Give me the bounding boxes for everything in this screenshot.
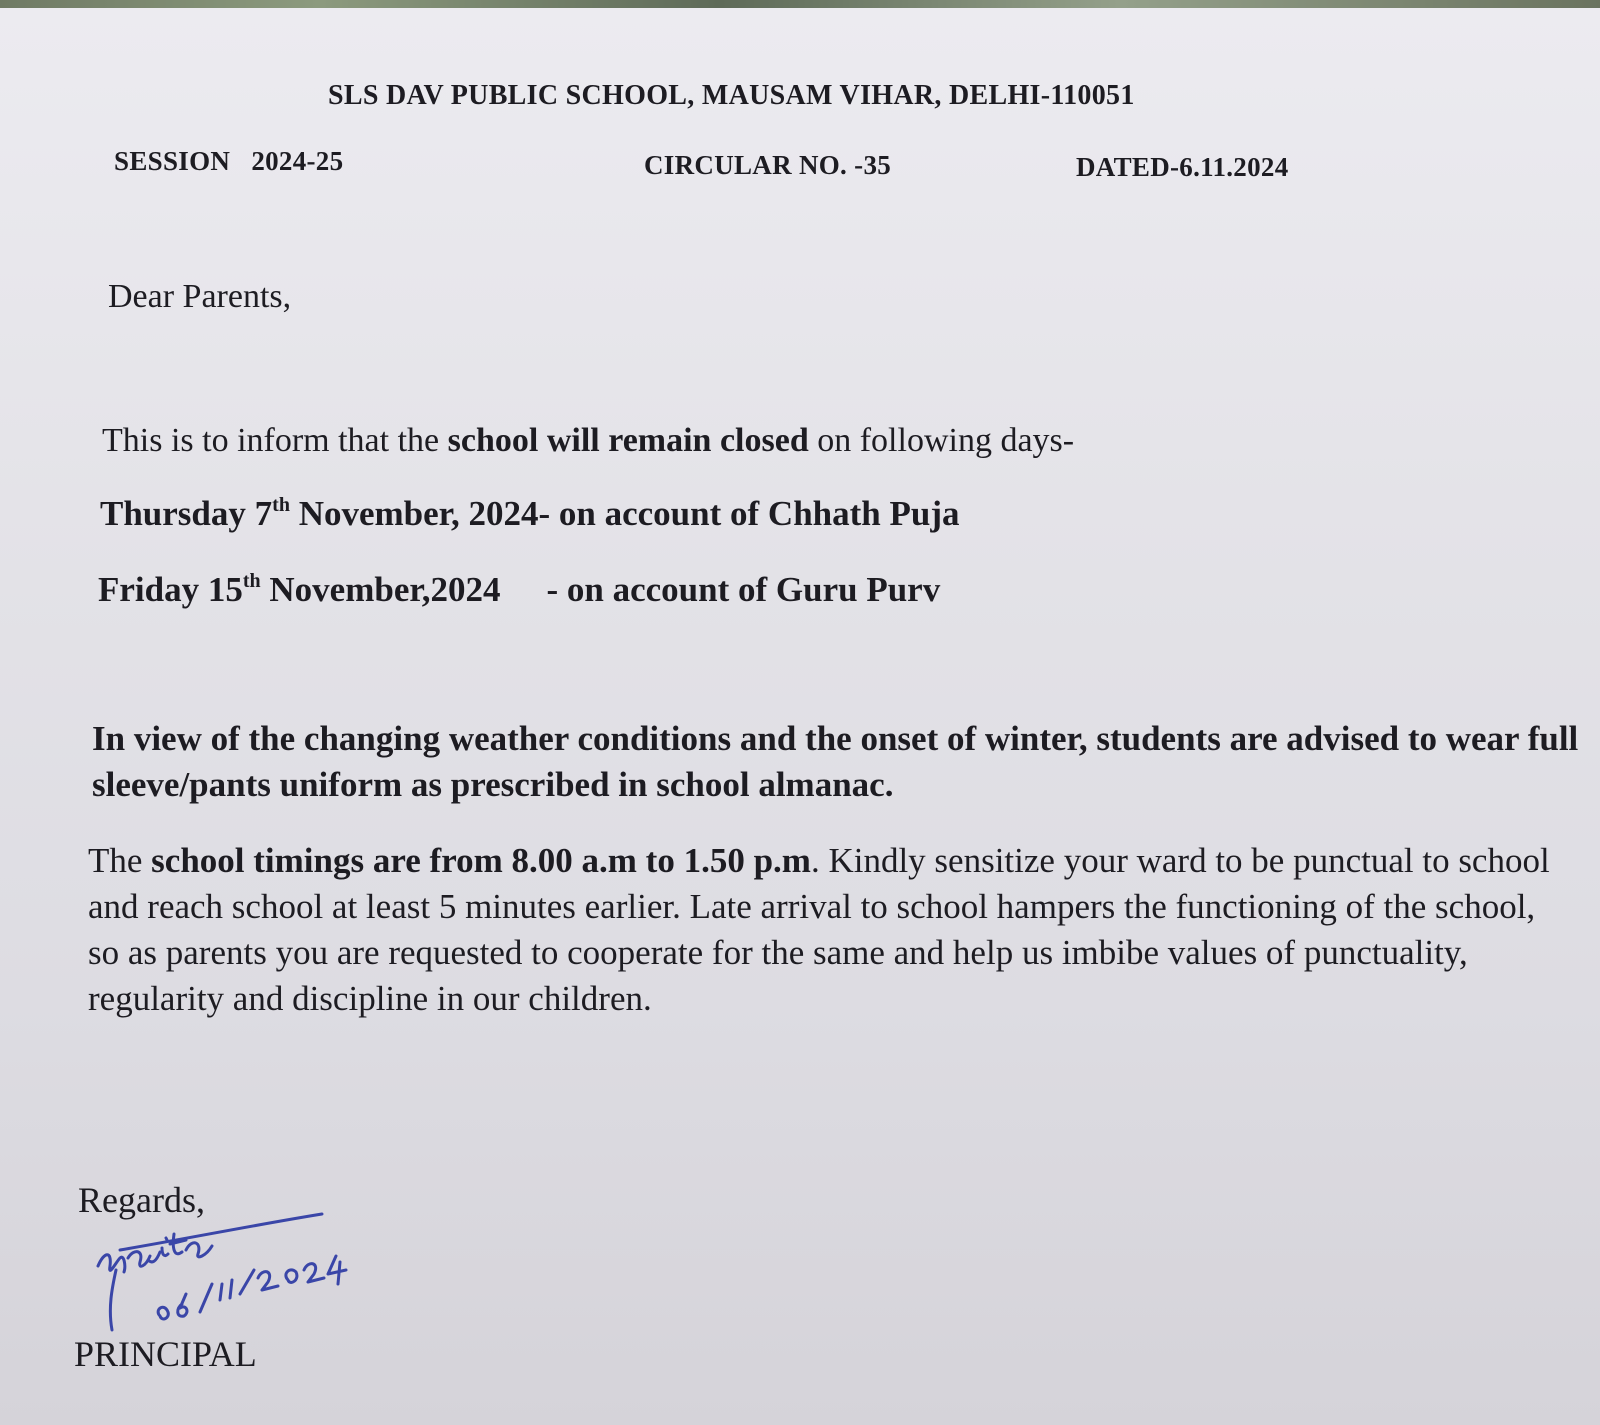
holiday-day: Thursday 7: [100, 494, 273, 533]
closure-intro: [102, 420, 1074, 463]
regards: Regards,: [78, 1180, 205, 1220]
timing-text-start: The: [88, 841, 152, 880]
circular-document: [0, 8, 1600, 1425]
holiday-day: Friday 15: [98, 570, 243, 609]
holiday-item: [98, 568, 940, 612]
timing-notice: [88, 838, 1558, 1022]
designation: PRINCIPAL: [74, 1334, 257, 1374]
timing-text-bold: school timings are from 8.00 a.m to 1.50 p.m: [151, 841, 811, 880]
session-label: SESSION 2024-25: [114, 146, 344, 176]
holiday-item: [100, 492, 960, 536]
intro-text-end: on following days-: [808, 422, 1075, 459]
holiday-ordinal: th: [272, 494, 290, 516]
holiday-detail: November, 2024- on account of Chhath Puja: [289, 494, 960, 533]
salutation: Dear Parents,: [108, 278, 292, 315]
holiday-date: November,2024: [260, 570, 501, 609]
school-name: SLS DAV PUBLIC SCHOOL, MAUSAM VIHAR, DELHI-110051: [328, 80, 1135, 111]
intro-text-start: This is to inform that the: [102, 422, 448, 459]
intro-text-bold: school will remain closed: [447, 422, 809, 459]
circular-number: CIRCULAR NO. -35: [644, 150, 892, 180]
timing-text-end: . Kindly sensitize your ward to be punctual to school and reach school at least 5 minutes earlier. Late arrival to school hampers the functioning of the school, so as parents you are requested to cooperate for the same and help us imbibe values of punctuality, regularity and discipline in our children.: [88, 841, 1550, 1018]
holiday-reason: - on account of Guru Purv: [546, 570, 941, 609]
weather-notice: In view of the changing weather conditions and the onset of winter, students are advised to wear full sleeve/pants uniform as prescribed in school almanac.: [92, 719, 1579, 804]
circular-date: DATED-6.11.2024: [1076, 152, 1289, 182]
holiday-ordinal: th: [242, 570, 261, 592]
principal-signature: [90, 1208, 360, 1348]
